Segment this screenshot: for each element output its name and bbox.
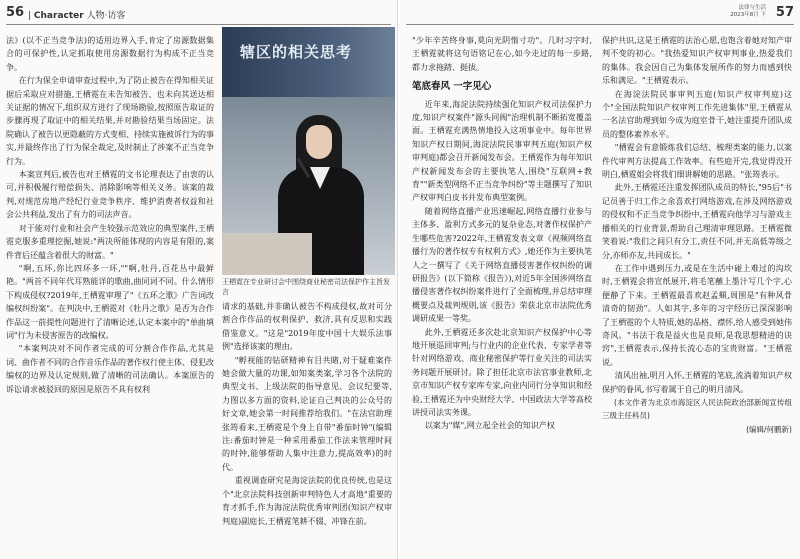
column-name: ·访客	[104, 11, 126, 21]
paragraph: 重视调查研究是海淀法院的优良传统,也是这个"北京法院科技创新审判特色人才高地"重要的育才抓手,作为海淀法院优秀审判团(知识产权审判庭)副庭长,王栖霓笔耕不辍、冲锋在前。	[222, 476, 392, 526]
section-sep: |	[28, 11, 32, 21]
paragraph: 在海淀法院民事审判五庭(知识产权审判庭)这个"全国法院知识产权审判工作先进集体"里,王栖霓从一名法官助理到如今成为庭室骨干,她注重提升团队成员的整体素养水平。	[602, 89, 792, 139]
editor-credit: (编辑/何鹏新)	[746, 424, 792, 434]
paragraph: "孵视能的钻研精神有目共睹,对于疑难案件她会做大量的功课,如知案类案,学习各个法院的典型文书、上级法院的指导意见、会议纪要等,力图以多方面的资料,论证自己判决的公众号的好文章,她会第一时间推荐给我们。"在法官助理张筠看来,王栖霓是个身上自带"番茄时钟"(编辑注:番茄时钟是一种采用番茄工作法来管理时间的时钟,能够帮助人集中注意力,提高效率)的时代。	[222, 355, 392, 472]
speaker-face	[306, 125, 332, 159]
left-page	[0, 0, 398, 559]
page-number: 56	[6, 5, 25, 20]
paragraph: "栖霓会有意锻炼我们总结、梳理类案的能力,以案件代审判方法提高工作效率。有些庭开完,我觉得没开明白,栖霓姐会将我们细讲解她的思路。"张筠表示。	[602, 143, 792, 180]
section-label	[28, 8, 125, 21]
paragraph: 请求的基础,并非确认被告不构成侵权,故对可分割合作作品的权利保护、救济,具有反思和实践借鉴意义。"这是"2019年度中国十大娱乐法事例"选择该案的理由。	[222, 302, 392, 352]
paragraph: "啊,五环,你比四环多一环,""啊,牡丹,百花丛中最鲜艳。"两首不同年代耳熟能详的歌曲,曲同词不同。什么情形下构成侵权?2019年,王栖霓审理了"《五环之歌》广告词改编权纠纷案"。在判决中,王栖霓对《牡丹之歌》是否为合作作品这一前提性问题进行了清晰论述,认定本案中的"单曲填词"行为未侵害原告的改编权。	[6, 263, 214, 340]
page-header	[0, 0, 397, 26]
paragraph: 清风出袖,明月入怀,王栖霓的笔底,流淌着知识产权保护的眷风,书写着属于自己的明月清风。	[602, 371, 792, 394]
podium	[222, 233, 312, 275]
magazine-masthead	[730, 5, 766, 19]
paragraph: 以案为"媒",网立起全社会的知识产权	[424, 421, 555, 431]
sign-text: 辖区的相关思考	[240, 43, 353, 61]
section-name: Character	[33, 11, 84, 21]
section-heading: 笔底春风 一字见心	[412, 81, 492, 93]
author-byline: (本文作者为北京市海淀区人民法院政治部新闻宣传组三级主任科员)	[602, 397, 792, 421]
text-column-1	[412, 34, 592, 554]
paragraph: "本案判决对不同作者完成的可分割合作作品,尤其是词、曲作者不同的合作音乐作品的著作权行使主体、侵犯改编权的边界及认定规则,做了清晰的司法确认。本案原告的诉讼请求被驳回的原因是原告不具有权利	[6, 344, 214, 394]
paragraph: 此外,王栖霓还多次赴北京知识产权保护中心等地开展巡回审判;与行业内的企业代表、专家学者等针对网络游戏、商业秘密保护等行业关注的司法实务问题开展研讨。除了担任北京市法官事业教师,北京市知识产权专家库专家,向业内同行分享知识和经验,王栖霓还为中央财经大学、中国政法大学等高校讲授司法实务课。	[412, 327, 592, 417]
backdrop-sign	[222, 27, 395, 97]
magazine-title: 法律与生活	[738, 5, 766, 11]
text-column-1	[6, 34, 214, 554]
paragraph: 保护共识,这是王栖霓的法治心愿,也饱含着她对知产审判不变的初心。"我热爱知识产权审判事业,热爱我们的集体。我会因自己为集体发展所作的努力而感到快乐和满足。"王栖霓表示。	[602, 36, 792, 86]
header-rule	[406, 24, 794, 25]
paragraph: 在行为保全申请审查过程中,为了防止被告在得知相关证据后采取应对措施,王栖霓在未告知被告、也未向其送达相关证据的情况下,组织双方进行了现场勘验,按照原告取证的步骤再现了取证中的相关结果,并对勘验结果当场固定。法院确认了被告以更隐蔽的方式变相、持续实施被诉行为的事实,并最终作出了行为保全裁定,及时制止了涉案不正当竞争行为。	[6, 76, 214, 166]
page-header	[400, 0, 800, 26]
paragraph: 在工作中遇到压力,或是在生活中碰上难过的沟坎时,王栖霓会将宣纸展开,将毛笔蘸上墨汁写几个字,心便静了下来。王栖霓最喜欢赵孟頫,周围是"有种风骨清奇的韧劲"。人如其字,多年的习字经历已深深影响了王栖霓的个人特质,她的品格、襟怀,给人感受到她伟奇风。"书法于我是益火也是良师,是我思想精进的诀窍",王栖霓表示,保持长流心态的宝贵财富。"王栖霓说。	[602, 263, 792, 367]
paragraph: 随着网络直播产业迅速崛起,网络直播行业参与主体多、盈利方式多元的复杂业态,对著作权保护产生哪些危害?2022年,王栖霓发表文章《视频网络直播行为的著作权专有权利方式》,她还作为主要执笔人之一撰写了《关于网络直播侵害著作权纠纷的调研报告》(以下简称《报告》),对近5年全国涉网络直播侵害著作权纠纷案件进行了全面梳理,并总结审理概要点及裁判规则,该《报告》荣获北京市法院优秀调研成果一等奖。	[412, 206, 592, 324]
paragraph: 法》(以不正当竞争法)的适用边界入手,肯定了房源数据集合的可保护性,认定抓取使用房源数据行为构成不正当竞争。	[6, 36, 214, 72]
section-cn: 人物	[86, 11, 105, 21]
paragraph: 近年来,海淀法院持续强化知识产权司法保护力度,知识产权案件"源头同阀"治理机制不断拓宽覆盖面。王栖霓充满热情地投入这项事业中。每年世界知识产权日期间,海淀法院民事审判五庭(知识产权审判庭)都会召开新闻发布会。王栖霓作为每年知识产权新闻发布会的主要执笔人,围绕"互联网+教育""新类型网络不正当竞争纠纷"等主题撰写了知识产权审判白皮书并发布典型案例。	[412, 99, 592, 203]
paragraph: 对于能对行业和社会产生较强示范效应的典型案件,王栖霓克服多重理挖掘,她说:"两决所能体现的内容是有限的,案件背后还蕴含着很大的财富。"	[6, 223, 214, 260]
paragraph: 此外,王栖霓还注重发挥团队成员的特长,"95后"书记员善于归工作之余喜欢打网络游戏,在涉及网络游戏的侵权和不正当竞争纠纷中,王栖霓向他学习与游戏主播相关的行业背景,帮助自己理清审理思路。王栖霓微笑着说:"我们之间只有分工,责任不同,并无高低等级之分,亦师亦友,共同成长。"	[602, 183, 792, 260]
paragraph: "少年辛苦终身事,莫向光阴惰寸功"。几时习字时,王栖霓就将这句语铭记在心,如今走过的每一步路,都力求拖踏、挺拔。	[412, 36, 592, 72]
paragraph: 本案宣判后,被告也对王栖霓的文书论理表达了由衷的认可,并积极履行赔偿损失、消除影响等相关义务。该案的裁判,对规范房地产经纪行业竞争秩序、维护消费者权益和社会公共利益,发出了有力的司法声音。	[6, 170, 214, 220]
magazine-issue: 2023年8月 下	[730, 12, 766, 18]
text-column-2	[602, 34, 792, 554]
speaker-photo	[222, 27, 395, 275]
right-page	[400, 0, 800, 559]
photo-caption: 王栖霓在专业研讨会中围绕商业秘密司法保护作主旨发言	[222, 278, 390, 296]
text-column-2	[222, 300, 392, 554]
header-rule	[6, 24, 391, 25]
page-number: 57	[775, 5, 794, 20]
